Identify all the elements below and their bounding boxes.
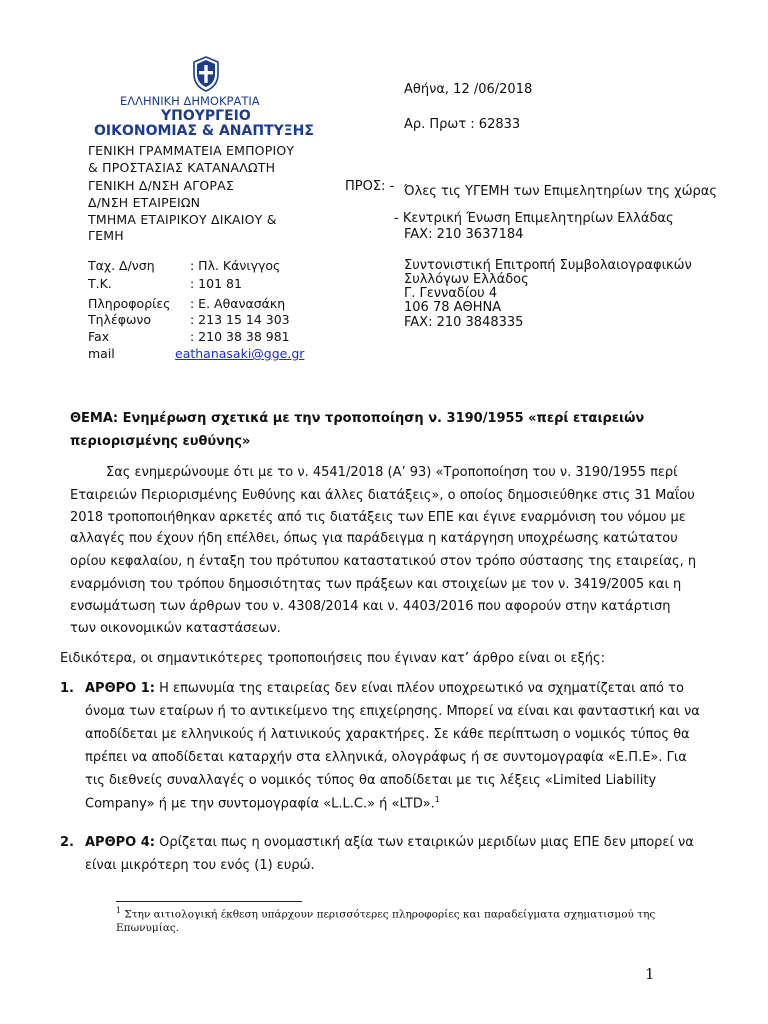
fax-label: Fax xyxy=(88,329,110,344)
address-label: Ταχ. Δ/νση xyxy=(88,258,155,273)
recipient-line: Γ. Γενναδίου 4 xyxy=(404,286,498,301)
info-value: : Ε. Αθανασάκη xyxy=(190,296,286,311)
footnote-line xyxy=(116,906,655,921)
item1-line xyxy=(85,795,440,811)
mail-label: mail xyxy=(88,346,115,361)
item1-text: Η επωνυμία της εταιρείας δεν είναι πλέον υποχρεωτικό να σχηματίζεται από το xyxy=(155,681,684,696)
postcode-label: Τ.Κ. xyxy=(88,276,112,291)
body-line: εναρμόνιση του τρόπου δημοσιότητας των πράξεων και στοιχείων με τον ν. 3419/2005 και η xyxy=(70,577,682,592)
item2-text: Ορίζεται πως η ονομαστική αξία των εταιρικών μεριδίων μιας ΕΠΕ δεν μπορεί να xyxy=(155,835,694,850)
body-line: 2018 τροποποιήθηκαν αρκετές από τις διατάξεις των ΕΠΕ και έγινε εναρμόνιση του νόμου με xyxy=(70,510,686,525)
address-value: : Πλ. Κάνιγγος xyxy=(190,258,281,273)
page-number: 1 xyxy=(645,965,655,983)
item1-text: Company» ή με την συντομογραφία «L.L.C.» ή «LTD». xyxy=(85,796,435,812)
dept-line: & ΠΡΟΣΤΑΣΙΑΣ ΚΑΤΑΝΑΛΩΤΗ xyxy=(88,160,276,175)
dept-line: ΓΕΝΙΚΗ ΓΡΑΜΜΑΤΕΙΑ ΕΜΠΟΡΙΟΥ xyxy=(88,143,295,158)
footnote-divider xyxy=(116,901,302,902)
recipient-line: 106 78 ΑΘΗΝΑ xyxy=(404,300,502,315)
recipient-line: Συλλόγων Ελλάδος xyxy=(404,272,529,287)
phone-label: Τηλέφωνο xyxy=(88,312,152,327)
info-label: Πληροφορίες xyxy=(88,296,171,311)
fax-value: : 210 38 38 981 xyxy=(190,329,290,344)
item2-heading: ΑΡΘΡΟ 4: xyxy=(85,835,155,850)
item1-line: όνομα των εταίρων ή το αντικείμενο της επιχείρησης. Μπορεί να είναι και φανταστική και να xyxy=(85,704,700,719)
body-line: αλλαγές που έχουν ήδη επέλθει, όπως για παράδειγμα η κατάργηση υποχρέωσης κατώτατου xyxy=(70,531,678,546)
greek-emblem-icon xyxy=(191,56,221,92)
item2-line xyxy=(85,835,694,850)
subject-line: περιορισμένης ευθύνης» xyxy=(70,434,251,449)
dept-line: ΓΕΝΙΚΗ Δ/ΝΣΗ ΑΓΟΡΑΣ xyxy=(88,178,234,193)
footnote-text: Στην αιτιολογική έκθεση υπάρχουν περισσότερες πληροφορίες και παραδείγματα σχηματισμού της xyxy=(121,908,656,921)
body-line: των οικονομικών καταστάσεων. xyxy=(70,621,281,636)
dept-line: Δ/ΝΣΗ ΕΤΑΙΡΕΙΩΝ xyxy=(88,195,201,210)
recipient-line: Συντονιστική Επιτροπή Συμβολαιογραφικών xyxy=(404,258,692,273)
body-line: ορίου κεφαλαίου, η ένταξη του πρότυπου καταστατικού στον τρόπο σύστασης της εταιρείας, η xyxy=(70,554,697,569)
body-line: ενσωμάτωση των άρθρων του ν. 4308/2014 και ν. 4403/2016 που αφορούν στην κατάρτιση xyxy=(70,599,671,614)
item1-line: τις διεθνείς συναλλαγές ο νομικός τύπος θα αποδίδεται με τις λέξεις «Limited Liability xyxy=(85,773,657,788)
item-number: 1. xyxy=(60,681,74,696)
recipient-line: FAX: 210 3848335 xyxy=(404,315,524,330)
subject-line: ΘΕΜΑ: Ενημέρωση σχετικά με την τροποποίηση ν. 3190/1955 «περί εταιρειών xyxy=(70,411,645,426)
email-link[interactable]: eathanasaki@gge.gr xyxy=(175,346,305,361)
dept-line: ΓΕΜΗ xyxy=(88,228,124,243)
place-date: Αθήνα, 12 /06/2018 xyxy=(404,82,533,97)
intro-line: Ειδικότερα, οι σημαντικότερες τροποποιήσεις που έγιναν κατ’ άρθρο είναι οι εξής: xyxy=(60,651,605,666)
footnote-mark: 1 xyxy=(116,906,122,915)
recipients-label: ΠΡΟΣ: - xyxy=(345,179,395,194)
protocol-number: Αρ. Πρωτ : 62833 xyxy=(404,117,521,132)
republic-title: ΕΛΛΗΝΙΚΗ ΔΗΜΟΚΡΑΤΙΑ xyxy=(120,94,260,108)
phone-value: : 213 15 14 303 xyxy=(190,312,290,327)
recipient-line: Όλες τις ΥΓΕΜΗ των Επιμελητηρίων της χώρας xyxy=(404,184,718,199)
item1-heading: ΑΡΘΡΟ 1: xyxy=(85,681,155,696)
ministry-title-line1: ΥΠΟΥΡΓΕΙΟ xyxy=(161,108,251,124)
recipient-line: FAX: 210 3637184 xyxy=(404,227,524,242)
body-line: Εταιρειών Περιορισμένης Ευθύνης και άλλες διατάξεις», ο οποίος δημοσιεύθηκε στις 31 Μαΐου xyxy=(70,488,695,503)
footnote-line: Επωνυμίας. xyxy=(116,922,180,934)
item2-line: είναι μικρότερη του ενός (1) ευρώ. xyxy=(85,858,315,873)
postcode-value: : 101 81 xyxy=(190,276,242,291)
item1-line: πρέπει να αποδίδεται καταρχήν στα ελληνικά, ολογράφως ή σε συντομογραφία «Ε.Π.Ε». Για xyxy=(85,750,687,765)
body-line: Σας ενημερώνουμε ότι με το ν. 4541/2018 (Α’ 93) «Τροποποίηση του ν. 3190/1955 περί xyxy=(106,465,678,480)
ministry-title-line2: ΟΙΚΟΝΟΜΙΑΣ & ΑΝΑΠΤΥΞΗΣ xyxy=(94,123,314,139)
recipient-line: - Κεντρική Ένωση Επιμελητηρίων Ελλάδας xyxy=(394,211,674,226)
footnote-reference[interactable]: 1 xyxy=(434,795,440,804)
dept-line: ΤΜΗΜΑ ΕΤΑΙΡΙΚΟΥ ΔΙΚΑΙΟΥ & xyxy=(88,212,277,227)
item1-line: αποδίδεται με ελληνικούς ή λατινικούς χαρακτήρες. Σε κάθε περίπτωση ο νομικός τύπος θα xyxy=(85,727,690,742)
item1-line xyxy=(85,681,684,696)
item-number: 2. xyxy=(60,835,74,850)
